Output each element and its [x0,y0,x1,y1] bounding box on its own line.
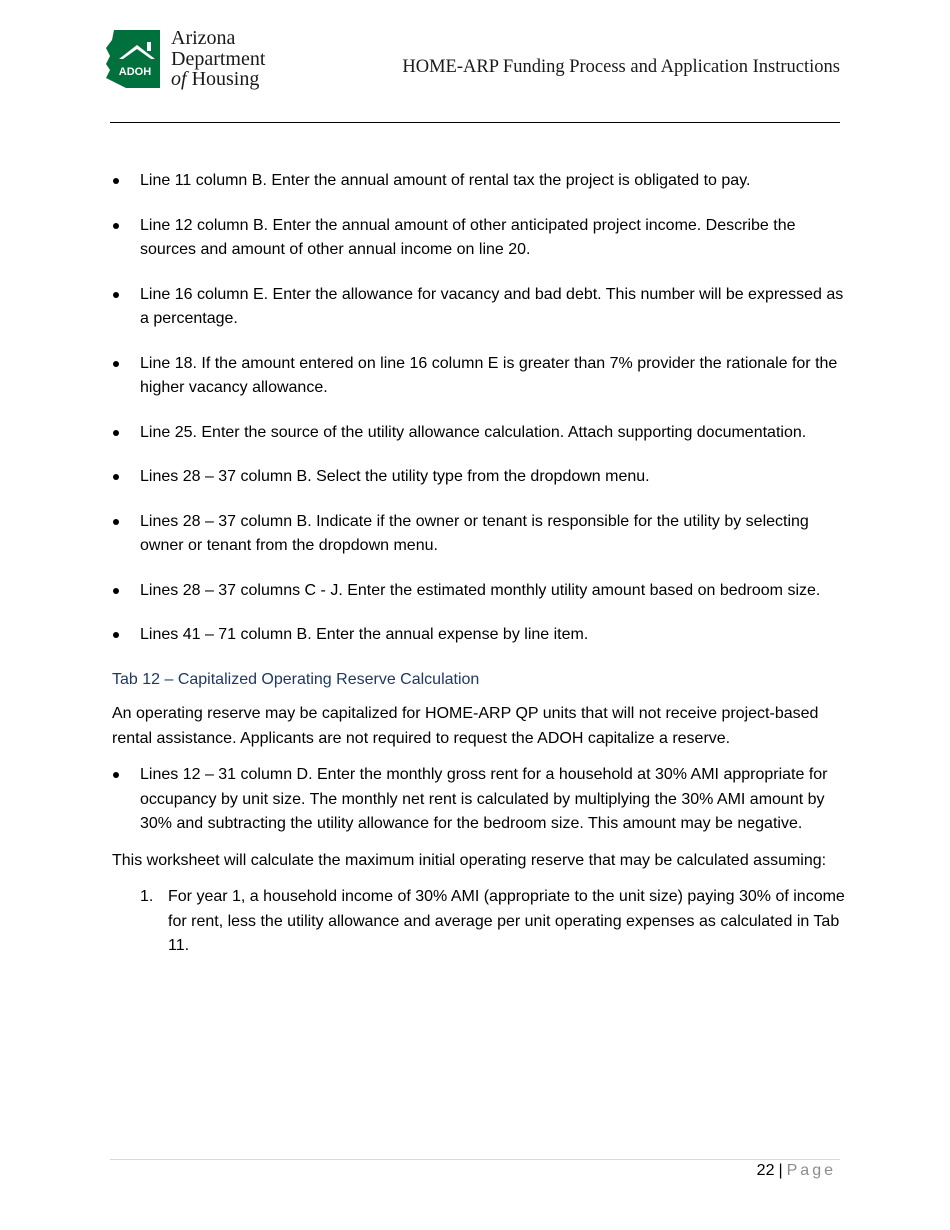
logo-housing: Housing [186,68,260,90]
list-item: Lines 41 – 71 column B. Enter the annual expense by line item. [112,623,847,648]
page-header [0,0,950,124]
adoh-logo [104,28,279,94]
list-item: Lines 12 – 31 column D. Enter the monthly gross rent for a household at 30% AMI appropriate for occupancy by unit size. The monthly net rent is calculated by multiplying the 30% AMI amount by 30% and subtracting the utility allowance for the bedroom size. This amount may be negative. [112,763,847,837]
header-divider [110,122,840,123]
page-word: Page [786,1162,836,1179]
list-item: Lines 28 – 37 columns C - J. Enter the estimated monthly utility amount based on bedroom size. [112,579,847,604]
page-content [112,169,847,959]
logo-of: of [171,68,187,90]
document-title: HOME-ARP Funding Process and Application Instructions [402,57,840,77]
logo-wordmark [171,28,265,90]
section-intro: An operating reserve may be capitalized for HOME-ARP QP units that will not receive project-based rental assistance. Applicants are not required to request the ADOH capitalize a reserve. [112,705,819,747]
page-separator: | [778,1162,783,1179]
list-item: Line 18. If the amount entered on line 16 column E is greater than 7% provider the rationale for the higher vacancy allowance. [112,352,847,401]
list-item: Line 11 column B. Enter the annual amount of rental tax the project is obligated to pay. [112,169,847,194]
instruction-list [112,169,847,648]
item-text: For year 1, a household income of 30% AMI (appropriate to the unit size) paying 30% of income for rent, less the utility allowance and average per unit operating expenses as calculated in Tab 11. [168,888,845,954]
section-heading: Tab 12 – Capitalized Operating Reserve Calculation [112,670,480,688]
item-number: 1. [140,888,154,905]
list-item: Line 16 column E. Enter the allowance for vacancy and bad debt. This number will be expressed as a percentage. [112,283,847,332]
numbered-item [140,885,847,959]
numbered-list [112,885,847,959]
worksheet-text: This worksheet will calculate the maximum initial operating reserve that may be calculated assuming: [112,851,827,869]
list-item: Lines 28 – 37 column B. Indicate if the owner or tenant is responsible for the utility by selecting owner or tenant from the dropdown menu. [112,510,847,559]
logo-line-arizona: Arizona [171,27,236,49]
section-bullet-list [112,763,847,837]
list-item: Lines 28 – 37 column B. Select the utility type from the dropdown menu. [112,465,847,490]
logo-badge-text: ADOH [118,66,152,78]
list-item: Line 12 column B. Enter the annual amount of other anticipated project income. Describe the sources and amount of other annual income on line 20. [112,214,847,263]
adoh-house-icon [104,30,162,88]
page-number-value: 22 [756,1162,775,1179]
list-item: Line 25. Enter the source of the utility allowance calculation. Attach supporting documentation. [112,421,847,446]
logo-line-housing [171,69,265,90]
footer-divider [110,1159,840,1160]
page-number [757,1162,836,1180]
logo-line-department: Department [171,47,266,70]
